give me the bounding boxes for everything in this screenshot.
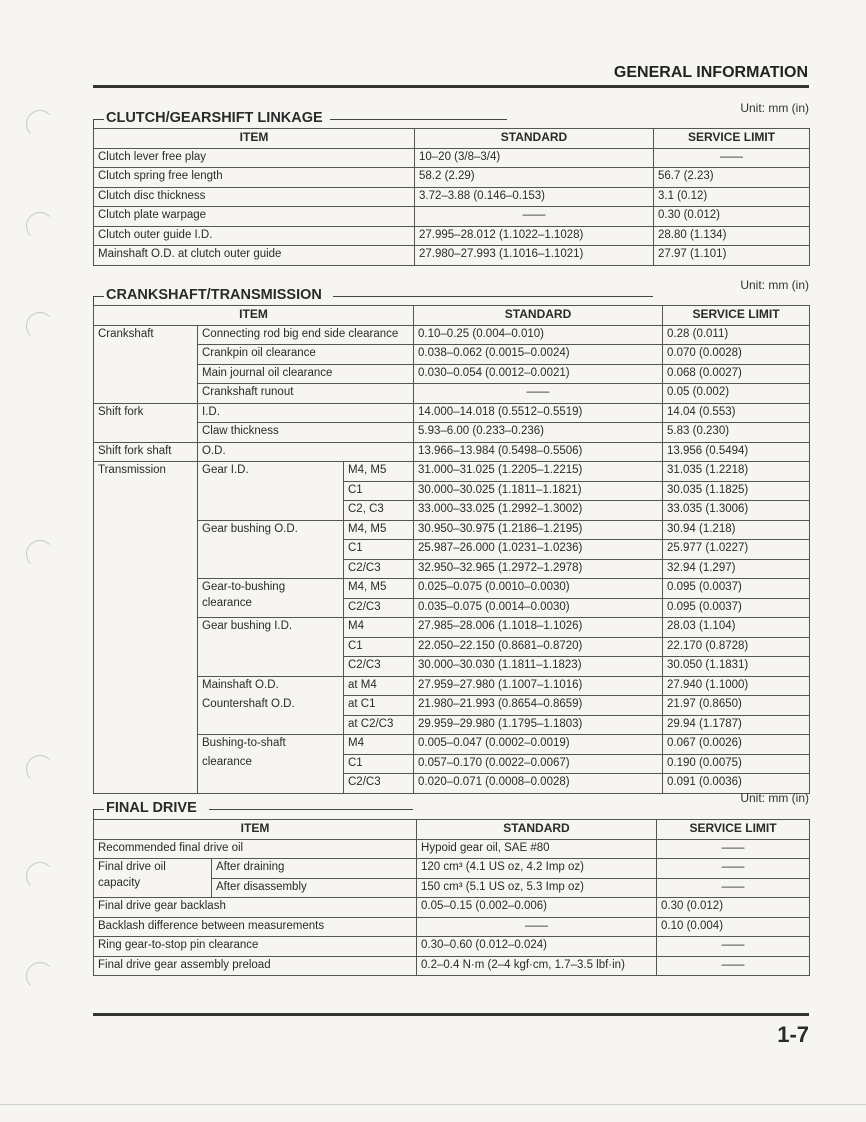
gear-cell: C1 (344, 754, 414, 774)
standard-cell: 0.038–0.062 (0.0015–0.0024) (414, 345, 663, 365)
table-row (94, 618, 810, 638)
table-row (94, 956, 810, 976)
standard-cell: 3.72–3.88 (0.146–0.153) (415, 187, 654, 207)
limit-cell: —— (657, 839, 810, 859)
standard-cell: 31.000–31.025 (1.2205–1.2215) (414, 462, 663, 482)
gear-cell: C1 (344, 481, 414, 501)
table-row (94, 442, 810, 462)
sub-item-line: Bushing-to-shaft (202, 737, 286, 749)
standard-cell: 22.050–22.150 (0.8681–0.8720) (414, 637, 663, 657)
limit-cell: —— (657, 878, 810, 898)
standard-cell: 0.057–0.170 (0.0022–0.0067) (414, 754, 663, 774)
limit-cell: —— (657, 956, 810, 976)
standard-cell: 0.005–0.047 (0.0002–0.0019) (414, 735, 663, 755)
table-row (94, 859, 810, 879)
gear-cell: C2/C3 (344, 774, 414, 794)
item-cell: I.D. (198, 403, 414, 423)
table-header-row (94, 306, 810, 326)
table-row (94, 226, 810, 246)
item-cell: Final drive gear assembly preload (94, 956, 417, 976)
table-row (94, 207, 810, 227)
punch-hole-mark (26, 862, 54, 890)
sub-item-cell: Gear bushing O.D. (198, 520, 344, 579)
sub-item-line: Gear-to-bushing (202, 581, 286, 593)
limit-cell: 13.956 (0.5494) (663, 442, 810, 462)
limit-cell: 0.095 (0.0037) (663, 598, 810, 618)
standard-cell: 27.995–28.012 (1.1022–1.1028) (415, 226, 654, 246)
standard-cell: 32.950–32.965 (1.2972–1.2978) (414, 559, 663, 579)
table-header-row (94, 129, 810, 149)
limit-cell: 27.940 (1.1000) (663, 676, 810, 696)
item-cell: Recommended final drive oil (94, 839, 417, 859)
standard-cell: 30.000–30.030 (1.1811–1.1823) (414, 657, 663, 677)
limit-cell: 28.03 (1.104) (663, 618, 810, 638)
limit-cell: 0.30 (0.012) (654, 207, 810, 227)
item-cell: Crankpin oil clearance (198, 345, 414, 365)
sub-item-cell: After disassembly (212, 878, 417, 898)
page-header-title: GENERAL INFORMATION (613, 64, 808, 81)
gear-cell: M4 (344, 618, 414, 638)
standard-cell: 27.959–27.980 (1.1007–1.1016) (414, 676, 663, 696)
group-cell-transmission: Transmission (94, 462, 198, 794)
sub-item-cell (198, 579, 344, 618)
section-title-bar (93, 791, 809, 820)
section-title: CRANKSHAFT/TRANSMISSION (106, 287, 328, 303)
col-header-item: ITEM (94, 820, 417, 840)
gear-cell: C2/C3 (344, 598, 414, 618)
limit-cell: 0.190 (0.0075) (663, 754, 810, 774)
section-title: CLUTCH/GEARSHIFT LINKAGE (106, 110, 329, 126)
header-rule (93, 85, 809, 88)
unit-label: Unit: mm (in) (740, 278, 809, 292)
final-drive-table (93, 819, 810, 976)
item-cell: Clutch outer guide I.D. (94, 226, 415, 246)
limit-cell: 29.94 (1.1787) (663, 715, 810, 735)
table-row (94, 148, 810, 168)
col-header-limit: SERVICE LIMIT (657, 820, 810, 840)
standard-cell: Hypoid gear oil, SAE #80 (417, 839, 657, 859)
standard-cell: 0.05–0.15 (0.002–0.006) (417, 898, 657, 918)
limit-cell: 0.30 (0.012) (657, 898, 810, 918)
sub-item-cell: Mainshaft O.D. (198, 676, 344, 696)
item-cell: Clutch disc thickness (94, 187, 415, 207)
col-header-item: ITEM (94, 306, 414, 326)
limit-cell: 30.035 (1.1825) (663, 481, 810, 501)
item-cell: Mainshaft O.D. at clutch outer guide (94, 246, 415, 266)
section-title: FINAL DRIVE (106, 800, 203, 816)
standard-cell: 0.020–0.071 (0.0008–0.0028) (414, 774, 663, 794)
limit-cell: 31.035 (1.2218) (663, 462, 810, 482)
standard-cell: 0.30–0.60 (0.012–0.024) (417, 937, 657, 957)
crankshaft-table (93, 305, 810, 794)
col-header-standard: STANDARD (415, 129, 654, 149)
table-row (94, 898, 810, 918)
standard-cell: 30.950–30.975 (1.2186–1.2195) (414, 520, 663, 540)
table-row (94, 246, 810, 266)
limit-cell: 0.28 (0.011) (663, 325, 810, 345)
item-cell: Backlash difference between measurements (94, 917, 417, 937)
table-row (94, 168, 810, 188)
table-row (94, 520, 810, 540)
punch-hole-mark (26, 312, 54, 340)
standard-cell: 29.959–29.980 (1.1795–1.1803) (414, 715, 663, 735)
limit-cell: 0.070 (0.0028) (663, 345, 810, 365)
limit-cell: 22.170 (0.8728) (663, 637, 810, 657)
limit-cell: —— (657, 937, 810, 957)
title-rule (330, 119, 507, 120)
group-cell-crankshaft: Crankshaft (94, 325, 198, 403)
item-cell: Crankshaft runout (198, 384, 414, 404)
footer-rule (93, 1013, 809, 1016)
table-row (94, 462, 810, 482)
gear-cell: at C2/C3 (344, 715, 414, 735)
standard-cell: 0.035–0.075 (0.0014–0.0030) (414, 598, 663, 618)
standard-cell: 58.2 (2.29) (415, 168, 654, 188)
table-row (94, 325, 810, 345)
punch-hole-mark (26, 212, 54, 240)
item-cell: O.D. (198, 442, 414, 462)
item-cell: Clutch lever free play (94, 148, 415, 168)
unit-label: Unit: mm (in) (740, 101, 809, 115)
title-bracket (93, 809, 104, 819)
col-header-limit: SERVICE LIMIT (663, 306, 810, 326)
col-header-standard: STANDARD (417, 820, 657, 840)
table-header-row (94, 820, 810, 840)
sub-item-cell: After draining (212, 859, 417, 879)
limit-cell: 25.977 (1.0227) (663, 540, 810, 560)
table-row (94, 384, 810, 404)
clutch-table (93, 128, 810, 266)
scan-edge-line (0, 1104, 866, 1105)
limit-cell: —— (654, 148, 810, 168)
section-title-bar (93, 278, 809, 307)
item-cell: Clutch plate warpage (94, 207, 415, 227)
item-line: capacity (98, 877, 141, 889)
gear-cell: M4 (344, 735, 414, 755)
item-cell (94, 859, 212, 898)
item-cell: Claw thickness (198, 423, 414, 443)
limit-cell: —— (657, 859, 810, 879)
limit-cell: 21.97 (0.8650) (663, 696, 810, 716)
standard-cell: —— (415, 207, 654, 227)
limit-cell: 0.068 (0.0027) (663, 364, 810, 384)
col-header-limit: SERVICE LIMIT (654, 129, 810, 149)
standard-cell: —— (414, 384, 663, 404)
limit-cell: 0.095 (0.0037) (663, 579, 810, 599)
item-cell: Clutch spring free length (94, 168, 415, 188)
item-cell: Connecting rod big end side clearance (198, 325, 414, 345)
limit-cell: 32.94 (1.297) (663, 559, 810, 579)
standard-cell: 0.025–0.075 (0.0010–0.0030) (414, 579, 663, 599)
table-row (94, 579, 810, 599)
sub-item-line: clearance (202, 597, 252, 609)
limit-cell: 28.80 (1.134) (654, 226, 810, 246)
col-header-standard: STANDARD (414, 306, 663, 326)
standard-cell: —— (417, 917, 657, 937)
table-row (94, 696, 810, 716)
table-row (94, 345, 810, 365)
col-header-item: ITEM (94, 129, 415, 149)
limit-cell: 30.050 (1.1831) (663, 657, 810, 677)
limit-cell: 0.091 (0.0036) (663, 774, 810, 794)
table-row (94, 187, 810, 207)
item-cell: Main journal oil clearance (198, 364, 414, 384)
standard-cell: 30.000–30.025 (1.1811–1.1821) (414, 481, 663, 501)
item-cell: Ring gear-to-stop pin clearance (94, 937, 417, 957)
unit-label: Unit: mm (in) (740, 791, 809, 805)
item-cell: Final drive gear backlash (94, 898, 417, 918)
standard-cell: 10–20 (3/8–3/4) (415, 148, 654, 168)
table-row (94, 839, 810, 859)
group-cell-shift-fork-shaft: Shift fork shaft (94, 442, 198, 462)
standard-cell: 14.000–14.018 (0.5512–0.5519) (414, 403, 663, 423)
standard-cell: 25.987–26.000 (1.0231–1.0236) (414, 540, 663, 560)
punch-hole-mark (26, 755, 54, 783)
standard-cell: 27.980–27.993 (1.1016–1.1021) (415, 246, 654, 266)
table-row (94, 364, 810, 384)
sub-item-cell: Gear I.D. (198, 462, 344, 521)
table-row (94, 423, 810, 443)
standard-cell: 21.980–21.993 (0.8654–0.8659) (414, 696, 663, 716)
gear-cell: M4, M5 (344, 579, 414, 599)
gear-cell: C2/C3 (344, 559, 414, 579)
limit-cell: 0.067 (0.0026) (663, 735, 810, 755)
sub-item-cell: Gear bushing I.D. (198, 618, 344, 677)
standard-cell: 33.000–33.025 (1.2992–1.3002) (414, 501, 663, 521)
limit-cell: 33.035 (1.3006) (663, 501, 810, 521)
limit-cell: 0.05 (0.002) (663, 384, 810, 404)
title-rule (333, 296, 653, 297)
table-row (94, 937, 810, 957)
standard-cell: 5.93–6.00 (0.233–0.236) (414, 423, 663, 443)
title-rule (209, 809, 413, 810)
standard-cell: 120 cm³ (4.1 US oz, 4.2 Imp oz) (417, 859, 657, 879)
punch-hole-mark (26, 540, 54, 568)
limit-cell: 5.83 (0.230) (663, 423, 810, 443)
limit-cell: 27.97 (1.101) (654, 246, 810, 266)
sub-item-line: clearance (202, 756, 252, 768)
table-row (94, 735, 810, 755)
gear-cell: at M4 (344, 676, 414, 696)
limit-cell: 0.10 (0.004) (657, 917, 810, 937)
table-row (94, 917, 810, 937)
gear-cell: C2/C3 (344, 657, 414, 677)
group-cell-shift-fork: Shift fork (94, 403, 198, 442)
gear-cell: C1 (344, 540, 414, 560)
gear-cell: at C1 (344, 696, 414, 716)
page-number: 1-7 (777, 1022, 809, 1047)
item-line: Final drive oil (98, 861, 166, 873)
gear-cell: M4, M5 (344, 462, 414, 482)
punch-hole-mark (26, 110, 54, 138)
gear-cell: C2, C3 (344, 501, 414, 521)
table-row (94, 403, 810, 423)
punch-hole-mark (26, 962, 54, 990)
gear-cell: C1 (344, 637, 414, 657)
table-row (94, 676, 810, 696)
gear-cell: M4, M5 (344, 520, 414, 540)
standard-cell: 13.966–13.984 (0.5498–0.5506) (414, 442, 663, 462)
standard-cell: 0.2–0.4 N·m (2–4 kgf·cm, 1.7–3.5 lbf·in) (417, 956, 657, 976)
limit-cell: 14.04 (0.553) (663, 403, 810, 423)
limit-cell: 3.1 (0.12) (654, 187, 810, 207)
limit-cell: 56.7 (2.23) (654, 168, 810, 188)
sub-item-cell (198, 735, 344, 794)
standard-cell: 0.030–0.054 (0.0012–0.0021) (414, 364, 663, 384)
standard-cell: 0.10–0.25 (0.004–0.010) (414, 325, 663, 345)
standard-cell: 27.985–28.006 (1.1018–1.1026) (414, 618, 663, 638)
section-title-bar (93, 101, 809, 130)
limit-cell: 30.94 (1.218) (663, 520, 810, 540)
sub-item-cell: Countershaft O.D. (198, 696, 344, 735)
standard-cell: 150 cm³ (5.1 US oz, 5.3 Imp oz) (417, 878, 657, 898)
